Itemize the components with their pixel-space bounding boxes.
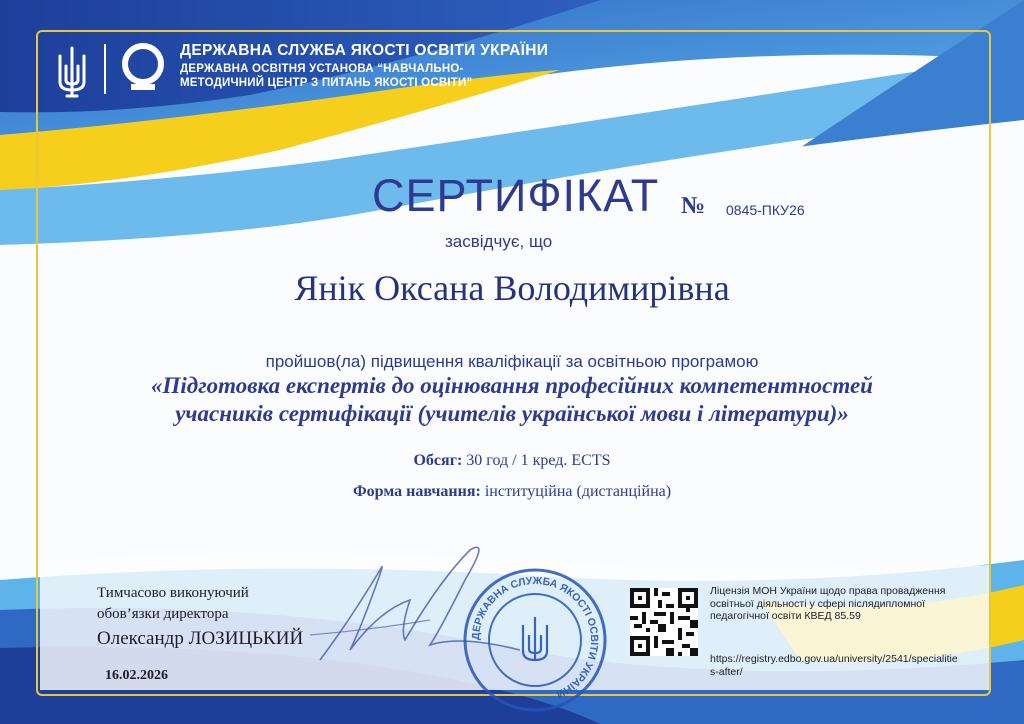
certificate-title: СЕРТИФІКАТ (372, 170, 660, 221)
stamp-text: ДЕРЖАВНА СЛУЖБА ЯКОСТІ ОСВІТИ УКРАЇНИ (469, 574, 601, 701)
recipient-name: Янік Оксана Володимирівна (294, 268, 730, 308)
institution-line-2: МЕТОДИЧНИЙ ЦЕНТР З ПИТАНЬ ЯКОСТІ ОСВІТИ” (180, 77, 473, 89)
certifies-text: засвідчує, що (445, 232, 553, 251)
director-title-line-1: Тимчасово виконуючий (97, 585, 249, 601)
official-stamp (460, 565, 610, 715)
passed-text: пройшов(ла) підвищення кваліфікації за освітньою програмою (265, 352, 759, 371)
issue-date: 16.02.2026 (105, 668, 168, 683)
qr-code[interactable] (630, 588, 698, 656)
director-name: Олександр ЛОЗИЦЬКИЙ (97, 628, 304, 649)
volume-label: Обсяг: (413, 452, 463, 469)
quality-service-logo-icon (117, 40, 169, 96)
org-name: ДЕРЖАВНА СЛУЖБА ЯКОСТІ ОСВІТИ УКРАЇНИ (180, 42, 549, 59)
program-title-line-1: «Підготовка експертів до оцінювання професійних компетентностей (151, 373, 873, 398)
institution-line-1: ДЕРЖАВНА ОСВІТНЯ УСТАНОВА “НАВЧАЛЬНО- (180, 63, 464, 75)
trident-emblem-icon (52, 44, 92, 100)
volume-row (0, 452, 1024, 470)
registry-link[interactable]: https://registry.edbo.gov.ua/university/2541/specialities-after/ (710, 653, 958, 678)
study-form-value: інституційна (дистанційна) (480, 483, 672, 500)
study-form-row (0, 483, 1024, 501)
program-title (0, 372, 1024, 428)
certificate-number: 0845-ПКУ26 (726, 202, 805, 218)
study-form-label: Форма навчання: (352, 483, 481, 500)
number-sign: № (681, 193, 706, 219)
volume-value: 30 год / 1 кред. ECTS (462, 452, 611, 469)
program-title-line-2: учасників сертифікації (учителів української мови і літератури)» (175, 401, 849, 426)
header-divider (104, 44, 106, 94)
director-title-line-2: обов’язки директора (97, 606, 229, 622)
license-text: Ліцензія МОН України щодо права провадження освітньої діяльності у сфері післядипломної педагогічної освіти КВЕД 85.59 (710, 585, 946, 622)
